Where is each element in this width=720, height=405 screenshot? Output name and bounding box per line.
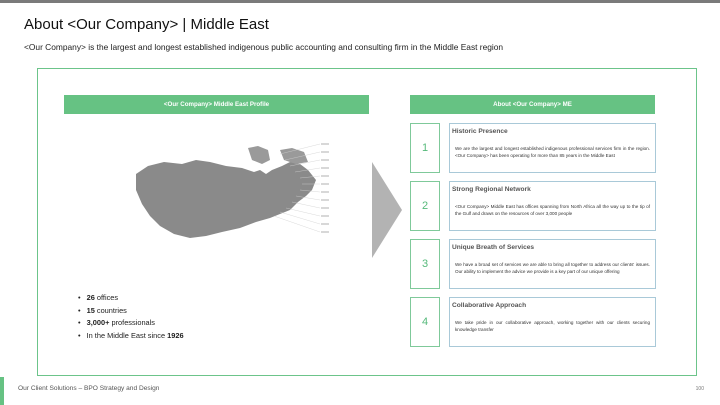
- item-card: [449, 297, 656, 347]
- stat-professionals: • 3,000+ professionals: [78, 317, 184, 330]
- profile-header: <Our Company> Middle East Profile: [64, 95, 369, 114]
- item-title: Collaborative Approach: [452, 302, 527, 309]
- about-item: [410, 181, 660, 231]
- item-card: [449, 239, 656, 289]
- footer-accent: [0, 377, 4, 405]
- item-number: 3: [410, 239, 440, 289]
- middle-east-map-icon: [130, 140, 330, 250]
- item-text: We have a broad set of services we are able to bring all together to address our clients' issues. Our ability to implement the advice we provide is a key part of our unique offering: [455, 262, 650, 274]
- item-text: We are the largest and longest established indigenous professional services firm in the region. <Our Company> has been operating for more than 85 years in the Middle East: [455, 146, 650, 158]
- slide-subtitle: <Our Company> is the largest and longest established indigenous public accounting and consulting firm in the Middle East region: [24, 42, 504, 52]
- stat-offices: • 26 offices: [78, 292, 184, 305]
- item-number: 4: [410, 297, 440, 347]
- about-item: [410, 297, 660, 347]
- slide-title: About <Our Company> | Middle East: [24, 16, 269, 33]
- item-title: Strong Regional Network: [452, 186, 531, 193]
- item-text: <Our Company> Middle East has offices spanning from North Africa all the way up to the tip of the Gulf and draws on the resources of over 3,000 people: [455, 204, 650, 216]
- chevron-right-icon: [372, 162, 402, 258]
- top-rule: [0, 0, 720, 3]
- about-header: About <Our Company> ME: [410, 95, 655, 114]
- item-card: [449, 123, 656, 173]
- item-card: [449, 181, 656, 231]
- stats-list: [78, 292, 184, 342]
- item-number: 2: [410, 181, 440, 231]
- stat-countries: • 15 countries: [78, 305, 184, 318]
- item-title: Unique Breath of Services: [452, 244, 535, 251]
- about-item: [410, 123, 660, 173]
- stat-since: • In the Middle East since 1926: [78, 330, 184, 343]
- about-item: [410, 239, 660, 289]
- item-number: 1: [410, 123, 440, 173]
- item-text: We take pride in our collaborative approach, working together with our clients securing knowledge transfer: [455, 320, 650, 332]
- page-number: 100: [695, 386, 704, 392]
- footer-text: Our Client Solutions – BPO Strategy and Design: [18, 385, 160, 392]
- item-title: Historic Presence: [452, 128, 508, 135]
